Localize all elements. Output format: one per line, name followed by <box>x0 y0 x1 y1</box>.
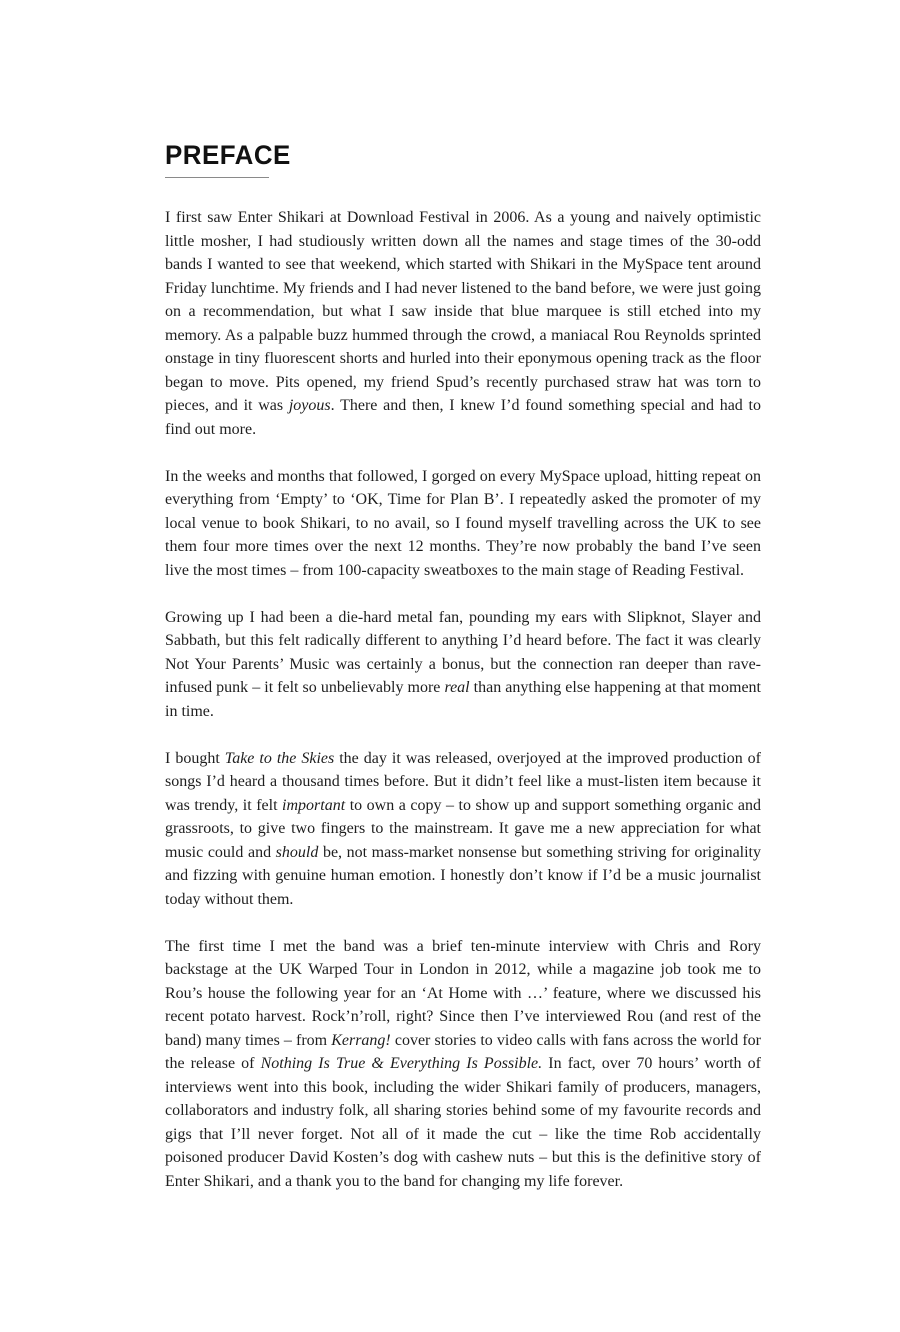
italic-run: real <box>444 679 470 696</box>
text-run: In the weeks and months that followed, I gorged on every MySpace upload, hitting repeat on everything from ‘Empty’ to ‘OK, Time for Plan B’. I repeatedly asked the promoter of my local venue to book Shikari, to no avail, so I found myself travelling across the UK to see them four more times over the next 12 months. They’re now probably the band I’ve seen live the most times – from 100-capacity sweatboxes to the main stage of Reading Festival. <box>165 467 761 579</box>
italic-run: joyous <box>288 397 331 414</box>
italic-run: Kerrang! <box>331 1031 391 1049</box>
paragraph <box>165 935 761 1194</box>
page-title: PREFACE <box>165 140 291 170</box>
text-run: cover stories to video calls with fans across the world for the release of <box>165 1031 761 1072</box>
page-content <box>165 140 761 1193</box>
text-run: Growing up I had been a die-hard metal fan, pounding my ears with Slipknot, Slayer and Sabbath, but this felt radically different to anything I’d heard before. The fact it was clearly Not Your Parents’ Music was certainly a bonus, but the connection ran deeper than rave-infused punk – it felt so unbelievably more <box>165 608 761 696</box>
text-run: I first saw Enter Shikari at Download Festival in 2006. As a young and naively optimistic little mosher, I had studiously written down all the names and stage times of the 30-odd bands I wanted to see that weekend, which started with Shikari in the MySpace tent around Friday lunchtime. My friends and I had never listened to the band before, we were just going on a recommendation, but what I saw inside that blue marquee is still etched into my memory. As a palpable buzz hummed through the crowd, a maniacal Rou Reynolds sprinted onstage in tiny fluorescent shorts and hurled into their eponymous opening track as the floor began to move. Pits opened, my friend Spud’s recently purchased straw hat was torn to pieces, and it was <box>165 209 761 414</box>
text-run: I bought <box>165 749 225 767</box>
paragraph <box>165 747 761 912</box>
text-run: to own a copy – to show up and support something organic and grassroots, to give two fingers to the mainstream. It gave me a new appreciation for what music could and <box>165 796 762 861</box>
text-run: . There and then, I knew I’d found something special and had to find out more. <box>165 397 761 438</box>
italic-run: important <box>282 796 346 814</box>
italic-run: Take to the Skies <box>224 749 335 767</box>
italic-run: Nothing Is True & Everything Is Possible. <box>260 1055 543 1072</box>
body-text <box>165 206 761 1193</box>
title-underline <box>165 177 269 178</box>
paragraph <box>165 606 761 724</box>
paragraph <box>165 465 761 583</box>
paragraph <box>165 206 761 441</box>
text-run: The first time I met the band was a brief ten-minute interview with Chris and Rory backstage at the UK Warped Tour in London in 2012, while a magazine job took me to Rou’s house the following year for an ‘At Home with …’ feature, where we discussed his recent potato harvest. Rock’n’roll, right? Since then I’ve interviewed Rou (and rest of the band) many times – from <box>165 937 761 1049</box>
italic-run: should <box>275 843 319 861</box>
text-run: the day it was released, overjoyed at the improved production of songs I’d heard a thousand times before. But it didn’t feel like a must-listen item because it was trendy, it felt <box>165 749 762 814</box>
text-run: In fact, over 70 hours’ worth of interviews went into this book, including the wider Shikari family of producers, managers, collaborators and industry folk, all sharing stories behind some of my favourite records and gigs that I’ll never forget. Not all of it made the cut – like the time Rob accidentally poisoned producer David Kosten’s dog with cashew nuts – but this is the definitive story of Enter Shikari, and a thank you to the band for changing my life forever. <box>165 1055 761 1190</box>
text-run: than anything else happening at that moment in time. <box>165 679 761 720</box>
text-run: be, not mass-market nonsense but something striving for originality and fizzing with genuine human emotion. I honestly don’t know if I’d be a music journalist today without them. <box>165 843 761 908</box>
